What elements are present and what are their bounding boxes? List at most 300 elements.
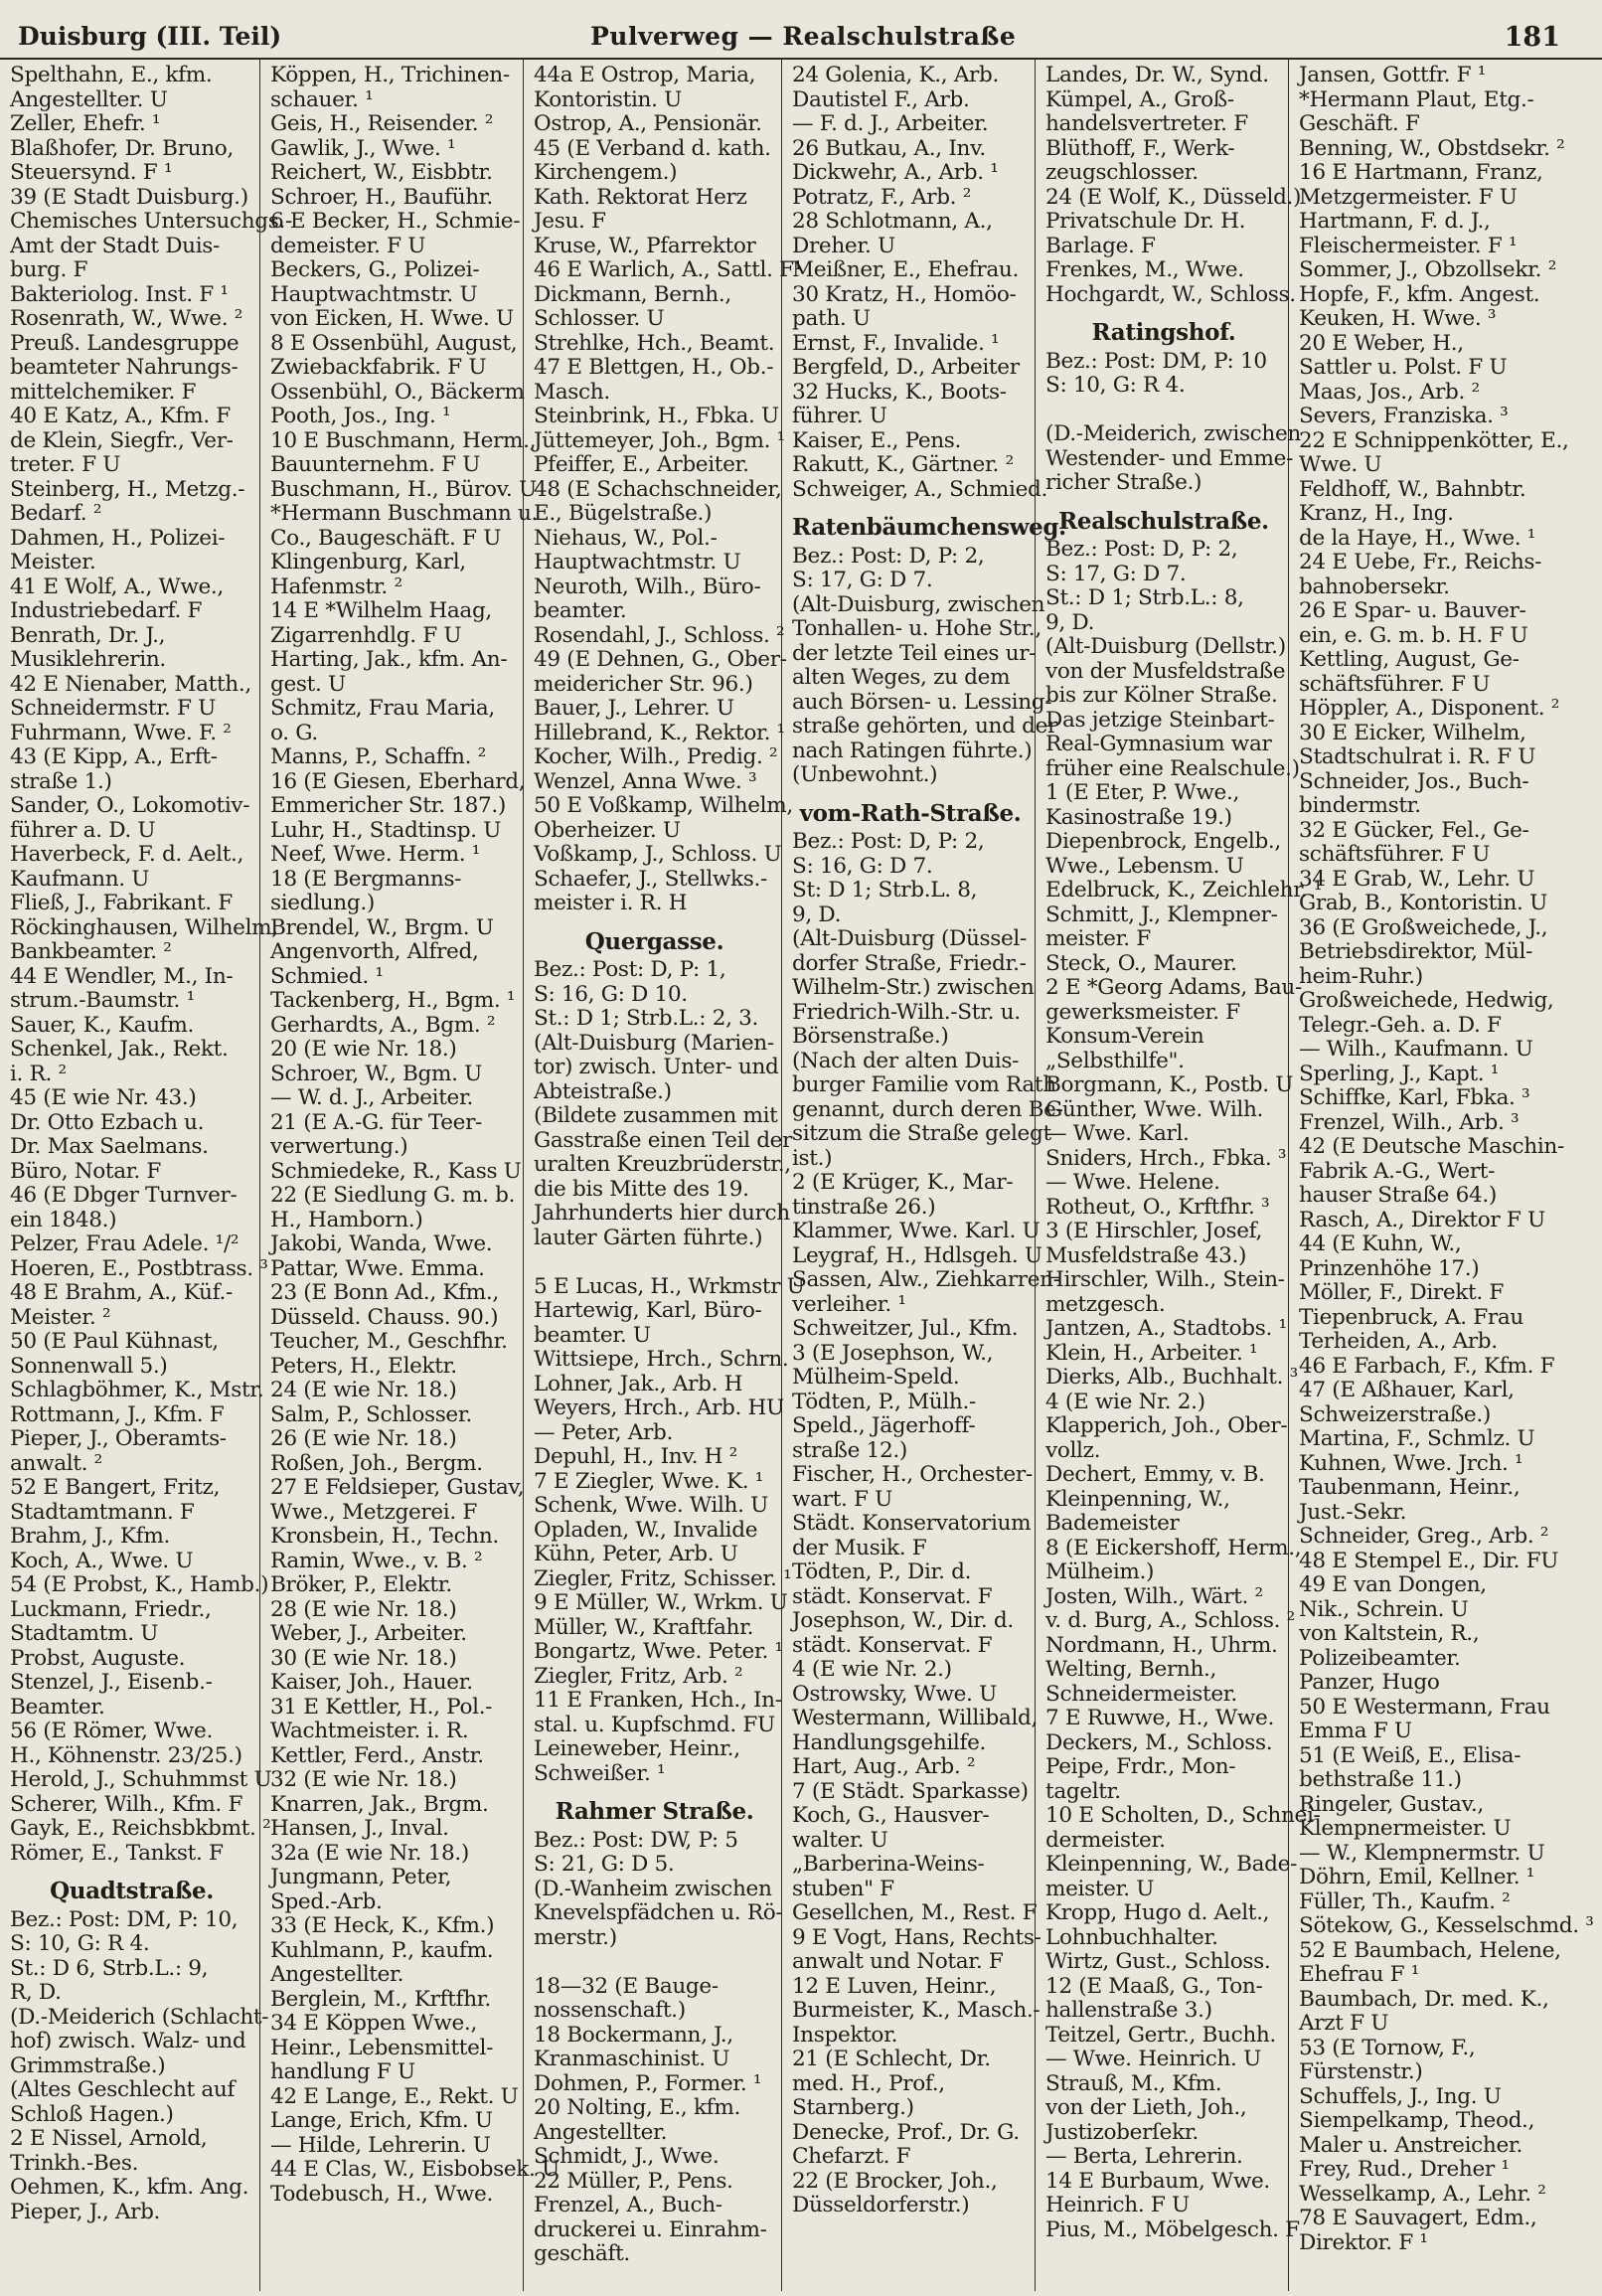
directory-entry: Beckers, G., Polizei- xyxy=(270,257,480,282)
directory-entry: 8 (E Eickershoff, Herm., xyxy=(1045,1535,1302,1560)
directory-entry: Kranmaschinist. U xyxy=(534,2047,730,2071)
directory-entry: Fischer, H., Orchester- xyxy=(792,1462,1033,1487)
directory-entry: 3 (E Josephson, W., xyxy=(792,1340,994,1366)
directory-entry: Potratz, F., Arb. ² xyxy=(792,184,971,210)
street-heading: Quergasse. xyxy=(584,927,724,955)
directory-entry: Kath. Rektorat Herz xyxy=(534,184,747,210)
directory-entry: 24 (E wie Nr. 18.) xyxy=(270,1378,457,1402)
directory-entry: Rosenrath, W., Wwe. ² xyxy=(10,306,243,331)
directory-entry: Schmidt, J., Wwe. xyxy=(534,2144,720,2169)
directory-entry: Dautistel F., Arb. xyxy=(792,86,970,112)
directory-entry: Schuffels, J., Ing. U xyxy=(1299,2083,1502,2109)
directory-entry: Speld., Jägerhoff- xyxy=(792,1413,976,1438)
directory-entry: Knevelspfädchen u. Rö- xyxy=(534,1900,783,1925)
directory-entry: 12 E Luven, Heinr., xyxy=(792,1973,997,1999)
directory-entry: 28 Schlotmann, A., xyxy=(792,209,993,234)
directory-entry: meister. F xyxy=(1045,926,1151,951)
directory-entry: Bez.: Post: D, P: 2, xyxy=(792,543,985,569)
directory-entry: handelsvertreter. F xyxy=(1045,111,1248,136)
directory-entry: Sattler u. Polst. F U xyxy=(1299,355,1508,380)
directory-entry: 7 E Ziegler, Wwe. K. ¹ xyxy=(534,1468,764,1494)
directory-entry: Abteistraße.) xyxy=(534,1078,672,1104)
directory-entry: Sped.-Arb. xyxy=(270,1888,383,1914)
directory-entry: handlung F U xyxy=(270,2059,415,2084)
directory-entry: Sauer, K., Kaufm. xyxy=(10,1012,195,1038)
directory-entry: Trinkh.-Bes. xyxy=(10,2150,139,2176)
directory-entry: (Unbewohnt.) xyxy=(792,762,938,787)
directory-entry: Sniders, Hrch., Fbka. ³ xyxy=(1045,1145,1287,1171)
directory-entry: Schweitzer, Jul., Kfm. xyxy=(792,1316,1019,1341)
directory-entry: — Berta, Lehrerin. xyxy=(1045,2144,1243,2169)
directory-entry: 11 E Franken, Hch., In- xyxy=(534,1688,782,1713)
directory-entry: o. G. xyxy=(270,720,318,745)
directory-entry: Weyers, Hrch., Arb. HU xyxy=(534,1395,784,1420)
directory-entry: v. d. Burg, A., Schloss. ² xyxy=(1045,1608,1295,1633)
directory-entry: 7 E Ruwwe, H., Wwe. xyxy=(1045,1706,1274,1730)
directory-entry: Bez.: Post: DM, P: 10, xyxy=(10,1906,239,1932)
directory-entry: 16 (E Giesen, Eberhard, xyxy=(270,768,526,794)
directory-entry: Schneider, Jos., Buch- xyxy=(1299,768,1529,794)
directory-entry: Schneidermeister. xyxy=(1045,1681,1237,1707)
directory-entry: Bröker, P., Elektr. xyxy=(270,1572,452,1597)
directory-entry: alten Weges, zu dem xyxy=(792,665,1011,690)
directory-entry: 6 E Becker, H., Schmie- xyxy=(270,209,521,234)
directory-entry: Ziegler, Fritz, Schisser. ¹ xyxy=(534,1565,792,1591)
directory-entry: metzgesch. xyxy=(1045,1291,1166,1317)
directory-entry: Brendel, W., Brgm. U xyxy=(270,914,494,940)
directory-entry: Schloß Hagen.) xyxy=(10,2101,174,2127)
directory-entry xyxy=(534,1950,775,1975)
directory-entry: Dickmann, Bernh., xyxy=(534,281,731,307)
directory-entry: (Alt-Duisburg (Marien- xyxy=(534,1030,774,1056)
directory-entry: Fürstenstr.) xyxy=(1299,2059,1423,2084)
directory-entry: Welting, Bernh., xyxy=(1045,1657,1217,1682)
header-street-range: Pulverweg — Realschulstraße xyxy=(590,22,1017,51)
directory-entry: Beamter. xyxy=(10,1694,105,1720)
directory-entry: Masch. xyxy=(534,379,610,405)
directory-entry: straße gehörten, und der xyxy=(792,714,1057,738)
directory-entry: Neuroth, Wilh., Büro- xyxy=(534,574,761,599)
directory-entry: Maas, Jos., Arb. ² xyxy=(1299,379,1480,405)
directory-entry: Geis, H., Reisender. ² xyxy=(270,111,494,136)
directory-entry: 9 E Vogt, Hans, Rechts- xyxy=(792,1924,1041,1950)
directory-entry: verwertung.) xyxy=(270,1134,408,1159)
directory-entry: Maler u. Anstreicher. xyxy=(1299,2132,1523,2158)
directory-entry: Das jetzige Steinbart- xyxy=(1045,707,1275,733)
directory-entry: Benrath, Dr. J., xyxy=(10,622,166,648)
directory-entry: Frenzel, Wilh., Arb. ³ xyxy=(1299,1109,1520,1135)
directory-entry: Josten, Wilh., Wärt. ² xyxy=(1045,1583,1263,1609)
directory-entry: *Hermann Buschmann u. xyxy=(270,501,539,526)
directory-entry: Günther, Wwe. Wilh. xyxy=(1045,1096,1264,1122)
directory-entry: Lohnbuchhalter. xyxy=(1045,1924,1218,1950)
directory-entry: 44 (E Kuhn, W., xyxy=(1299,1231,1462,1256)
directory-entry: Burmeister, K., Masch.- xyxy=(792,1998,1041,2023)
directory-entry: 2 E *Georg Adams, Bau- xyxy=(1045,975,1302,1000)
directory-entry: 32 E Gücker, Fel., Ge- xyxy=(1299,817,1529,843)
directory-entry: Reichert, W., Eisbbtr. xyxy=(270,160,493,185)
directory-entry: 10 E Scholten, D., Schnei- xyxy=(1045,1803,1321,1828)
directory-entry: Niehaus, W., Pol.- xyxy=(534,525,718,551)
directory-entry: 46 (E Dbger Turnver- xyxy=(10,1183,238,1208)
directory-entry: sitzum die Straße gelegt xyxy=(792,1121,1051,1146)
directory-entry: Bankbeamter. ² xyxy=(10,939,172,964)
directory-entry: (Nach der alten Duis- xyxy=(792,1048,1020,1073)
directory-entry: Buschmann, H., Bürov. U xyxy=(270,476,537,502)
directory-entry: Depuhl, H., Inv. H ² xyxy=(534,1444,737,1469)
directory-entry: Inspektor. xyxy=(792,2022,898,2048)
directory-entry: schäftsführer. F U xyxy=(1299,671,1491,697)
directory-entry: Jüttemeyer, Joh., Bgm. ¹ xyxy=(534,427,785,453)
directory-entry: Schneider, Greg., Arb. ² xyxy=(1299,1524,1549,1549)
directory-entry: 32a (E wie Nr. 18.) xyxy=(270,1840,469,1866)
directory-entry: Dickwehr, A., Arb. ¹ xyxy=(792,160,999,185)
directory-entry: Hafenmstr. ² xyxy=(270,574,402,599)
directory-entry: der letzte Teil eines ur- xyxy=(792,640,1037,666)
directory-entry: walter. U xyxy=(792,1827,888,1853)
directory-entry: Handlungsgehilfe. xyxy=(792,1729,987,1755)
directory-entry: Arzt F U xyxy=(1299,2011,1389,2036)
directory-entry: Mülheim-Speld. xyxy=(792,1365,960,1390)
directory-entry: hof) zwisch. Walz- und xyxy=(10,2029,246,2053)
directory-entry: — Peter, Arb. xyxy=(534,1419,673,1445)
directory-entry: schauer. ¹ xyxy=(270,86,374,112)
directory-entry: Wesselkamp, A., Lehr. ² xyxy=(1299,2181,1546,2207)
directory-entry: Bez.: Post: D, P: 2, xyxy=(792,829,985,854)
directory-entry: beamter. xyxy=(534,598,627,623)
directory-entry: 48 E Stempel E., Dir. FU xyxy=(1299,1548,1559,1573)
directory-entry: Emmericher Str. 187.) xyxy=(270,793,506,818)
directory-entry: heim-Ruhr.) xyxy=(1299,963,1423,989)
directory-entry: tor) zwisch. Unter- und xyxy=(534,1055,779,1079)
directory-entry: 18 Bockermann, J., xyxy=(534,2022,733,2048)
directory-entry: Römer, E., Tankst. F xyxy=(10,1840,224,1866)
directory-entry: 28 (E wie Nr. 18.) xyxy=(270,1596,457,1622)
directory-entry: Bakteriolog. Inst. F ¹ xyxy=(10,281,229,307)
directory-entry xyxy=(1045,399,1282,423)
directory-entry: tinstraße 26.) xyxy=(792,1194,936,1220)
directory-entry: Frenkes, M., Wwe. xyxy=(1045,257,1244,282)
directory-entry: von der Lieth, Joh., xyxy=(1045,2095,1247,2120)
directory-entry: Rakutt, K., Gärtner. ² xyxy=(792,452,1014,477)
directory-entry: Schweißer. ¹ xyxy=(534,1760,666,1786)
directory-entry: Westermann, Willibald, xyxy=(792,1706,1038,1730)
directory-entry: 39 (E Stadt Duisburg.) xyxy=(10,184,248,210)
street-heading: Ratingshof. xyxy=(1091,319,1236,346)
directory-entry: Ehefrau F ¹ xyxy=(1299,1962,1420,1987)
directory-entry: Emma F U xyxy=(1299,1719,1412,1743)
directory-entry: Ziegler, Fritz, Arb. ² xyxy=(534,1663,743,1689)
directory-entry: Spelthahn, E., kfm. xyxy=(10,63,213,87)
directory-entry: Nik., Schrein. U xyxy=(1299,1596,1469,1622)
directory-entry: — Wwe. Karl. xyxy=(1045,1121,1190,1146)
directory-entry: Angestellter. xyxy=(534,2119,668,2145)
directory-entry: Kirchengem.) xyxy=(534,160,678,185)
directory-entry: Lange, Erich, Kfm. U xyxy=(270,2108,493,2133)
directory-entry: Kaiser, E., Pens. xyxy=(792,427,962,453)
directory-entry: Gayk, E., Reichsbkbmt. ² xyxy=(10,1816,271,1841)
directory-entry: Stadtamtm. U xyxy=(10,1621,159,1646)
directory-entry: Voßkamp, J., Schloss. U xyxy=(534,842,782,867)
directory-entry: bis zur Kölner Straße. xyxy=(1045,683,1278,708)
directory-entry: Kaiser, Joh., Hauer. xyxy=(270,1670,473,1695)
directory-entry: Wwe. U xyxy=(1299,452,1382,477)
directory-entry xyxy=(534,1250,775,1275)
directory-entry: 12 (E Maaß, G., Ton- xyxy=(1045,1973,1263,1999)
column-3 xyxy=(524,60,805,2291)
directory-entry: Dr. Max Saelmans. xyxy=(10,1134,209,1159)
directory-entry: S: 17, G: D 7. xyxy=(792,568,933,592)
directory-entry: Klingenburg, Karl, xyxy=(270,550,466,574)
directory-entry: Ostrop, A., Pensionär. xyxy=(534,111,762,136)
directory-entry: 44 E Wendler, M., In- xyxy=(10,963,234,989)
directory-entry: 21 (E A.-G. für Teer- xyxy=(270,1109,482,1135)
directory-columns xyxy=(0,60,1602,2291)
directory-entry: Bademeister xyxy=(1045,1511,1180,1536)
directory-entry: burger Familie vom Rath xyxy=(792,1072,1056,1097)
directory-entry: Angenvorth, Alfred, xyxy=(270,939,479,964)
column-5 xyxy=(1036,60,1323,2291)
directory-entry: Kocher, Wilh., Predig. ² xyxy=(534,744,778,769)
directory-entry: S: 17, G: D 7. xyxy=(1045,561,1187,586)
directory-entry: Geschäft. F xyxy=(1299,111,1420,136)
directory-entry: Taubenmann, Heinr., xyxy=(1299,1475,1521,1500)
directory-entry: E., Bügelstraße.) xyxy=(534,501,713,526)
directory-entry: gewerksmeister. F xyxy=(1045,999,1240,1025)
directory-entry: Hochgardt, W., Schloss. xyxy=(1045,281,1296,307)
directory-entry: Schroer, H., Bauführ. xyxy=(270,184,493,210)
directory-entry: 10 E Buschmann, Herm., xyxy=(270,427,537,453)
directory-entry: Ramin, Wwe., v. B. ² xyxy=(270,1548,483,1573)
directory-entry: Pieper, J., Oberamts- xyxy=(10,1426,227,1451)
directory-entry: Wenzel, Anna Wwe. ³ xyxy=(534,768,757,794)
directory-entry: Jungmann, Peter, xyxy=(270,1865,452,1889)
directory-entry: 45 (E wie Nr. 43.) xyxy=(10,1085,197,1110)
directory-entry: Salm, P., Schlosser. xyxy=(270,1401,472,1427)
directory-entry: Schenkel, Jak., Rekt. xyxy=(10,1037,229,1062)
directory-entry: Müller, W., Kraftfahr. xyxy=(534,1614,754,1640)
directory-entry: Köppen, H., Trichinen- xyxy=(270,63,510,87)
directory-entry: Füller, Th., Kaufm. ² xyxy=(1299,1888,1511,1914)
directory-entry: Kranz, H., Ing. xyxy=(1299,501,1454,526)
directory-entry: 45 (E Verband d. kath. xyxy=(534,135,771,161)
directory-entry: Panzer, Hugo xyxy=(1299,1670,1440,1695)
directory-entry: — Hilde, Lehrerin. U xyxy=(270,2132,491,2158)
directory-entry: Siempelkamp, Theod., xyxy=(1299,2108,1535,2133)
directory-entry: — W. d. J., Arbeiter. xyxy=(270,1085,474,1110)
directory-entry: Terheiden, A., Arb. xyxy=(1299,1329,1498,1354)
directory-entry: Schweizerstraße.) xyxy=(1299,1401,1491,1427)
directory-entry: Pooth, Jos., Ing. ¹ xyxy=(270,404,451,428)
directory-entry: Gesellchen, M., Rest. F xyxy=(792,1900,1038,1925)
directory-entry: Privatschule Dr. H. xyxy=(1045,209,1246,234)
street-heading: Rahmer Straße. xyxy=(555,1798,754,1825)
directory-entry: S: 16, G: D 7. xyxy=(792,853,933,879)
directory-entry: *Hermann Plaut, Etg.- xyxy=(1299,86,1534,112)
directory-entry: Kümpel, A., Groß- xyxy=(1045,86,1234,112)
directory-entry: straße 1.) xyxy=(10,768,112,794)
directory-entry: Feldhoff, W., Bahnbtr. xyxy=(1299,476,1526,502)
directory-entry: hallenstraße 3.) xyxy=(1045,1998,1212,2023)
directory-entry: 3 (E Hirschler, Josef, xyxy=(1045,1219,1263,1243)
directory-entry: Gawlik, J., Wwe. ¹ xyxy=(270,135,456,161)
directory-entry: Amt der Stadt Duis- xyxy=(10,233,220,258)
directory-entry: Roßen, Joh., Bergm. xyxy=(270,1450,483,1476)
directory-entry: Bez.: Post: DW, P: 5 xyxy=(534,1827,738,1853)
directory-entry: Wittsiepe, Hrch., Schrn. xyxy=(534,1347,789,1372)
directory-entry: 1 (E Eter, P. Wwe., xyxy=(1045,780,1239,805)
directory-entry: dorfer Straße, Friedr.- xyxy=(792,950,1027,976)
directory-entry: Börsenstraße.) xyxy=(792,1024,949,1049)
directory-entry: schäftsführer. F U xyxy=(1299,842,1491,867)
directory-entry: H., Hamborn.) xyxy=(270,1207,423,1232)
directory-entry: Pattar, Wwe. Emma. xyxy=(270,1255,485,1281)
directory-entry: 32 (E wie Nr. 18.) xyxy=(270,1767,457,1792)
directory-entry: führer a. D. U xyxy=(10,817,156,843)
directory-entry: 34 E Köppen Wwe., xyxy=(270,2011,477,2036)
directory-entry: 78 E Sauvagert, Edm., xyxy=(1299,2206,1537,2230)
directory-entry: 52 E Bangert, Fritz, xyxy=(10,1475,221,1500)
directory-entry: Chemisches Untersuchgs.- xyxy=(10,209,292,234)
directory-entry: 32 Hucks, K., Boots- xyxy=(792,379,1007,405)
directory-entry: (D.-Meiderich (Schlacht- xyxy=(10,2004,269,2030)
directory-entry: Starnberg.) xyxy=(792,2095,914,2120)
directory-entry: Kaufmann. U xyxy=(10,866,150,892)
directory-entry: (D.-Meiderich, zwischen xyxy=(1045,421,1301,446)
directory-entry: früher eine Realschule.) xyxy=(1045,755,1300,781)
directory-entry: mittelchemiker. F xyxy=(10,379,197,405)
directory-entry: 7 (E Städt. Sparkasse) xyxy=(792,1778,1029,1804)
directory-entry: ein 1848.) xyxy=(10,1207,117,1232)
directory-entry: Jesu. F xyxy=(534,209,606,234)
directory-entry: Stadtamtmann. F xyxy=(10,1499,195,1525)
directory-entry: Polizeibeamter. xyxy=(1299,1645,1461,1671)
directory-entry: Dierks, Alb., Buchhalt. ³ xyxy=(1045,1365,1298,1390)
directory-entry: de Klein, Siegfr., Ver- xyxy=(10,427,234,453)
directory-entry: 26 E Spar- u. Bauver- xyxy=(1299,598,1526,623)
directory-entry: 9 E Müller, W., Wrkm. U xyxy=(534,1590,788,1615)
directory-entry: Direktor. F ¹ xyxy=(1299,2229,1428,2255)
directory-entry: von Eicken, H. Wwe. U xyxy=(270,306,514,331)
directory-entry: Bongartz, Wwe. Peter. ¹ xyxy=(534,1639,783,1664)
directory-entry: Frey, Rud., Dreher ¹ xyxy=(1299,2157,1510,2182)
directory-entry: Leineweber, Heinr., xyxy=(534,1736,740,1761)
directory-entry: Edelbruck, K., Zeichlehr. ¹ xyxy=(1045,878,1323,902)
directory-entry: Borgmann, K., Postb. U xyxy=(1045,1072,1294,1097)
directory-entry: 42 E Nienaber, Matth., xyxy=(10,671,251,697)
directory-entry: 44 E Clas, W., Eisbobsek. U xyxy=(270,2157,560,2182)
directory-entry: Büro, Notar. F xyxy=(10,1158,162,1184)
street-heading: vom-Rath-Straße. xyxy=(799,799,1022,827)
directory-entry: — Wwe. Helene. xyxy=(1045,1170,1220,1195)
directory-entry: städt. Konservat. F xyxy=(792,1583,993,1609)
directory-entry: Landes, Dr. W., Synd. xyxy=(1045,63,1269,87)
directory-entry: Prinzenhöhe 17.) xyxy=(1299,1255,1480,1281)
directory-entry: 36 (E Großweichede, J., xyxy=(1299,914,1548,940)
directory-entry: Manns, P., Schaffn. ² xyxy=(270,744,486,769)
directory-entry: 24 (E Wolf, K., Düsseld.) xyxy=(1045,184,1302,210)
directory-entry: Hauptwachtmstr. U xyxy=(270,281,478,307)
directory-entry: 30 Kratz, H., Homöo- xyxy=(792,281,1017,307)
directory-entry: Probst, Auguste. xyxy=(10,1645,186,1671)
directory-entry: 50 E Westermann, Frau xyxy=(1299,1694,1550,1720)
directory-entry: 24 E Uebe, Fr., Reichs- xyxy=(1299,550,1542,574)
directory-entry: dermeister. xyxy=(1045,1827,1166,1853)
directory-entry: Hartmann, F. d. J., xyxy=(1299,209,1491,234)
directory-entry: Kontoristin. U xyxy=(534,86,682,112)
directory-entry: Josephson, W., Dir. d. xyxy=(792,1608,1014,1633)
directory-entry: verleiher. ¹ xyxy=(792,1291,906,1317)
directory-entry: Denecke, Prof., Dr. G. xyxy=(792,2119,1020,2145)
directory-entry: führer. U xyxy=(792,404,887,428)
directory-entry: anwalt. ² xyxy=(10,1450,102,1476)
directory-entry: städt. Konservat. F xyxy=(792,1632,993,1658)
directory-entry: Schroer, W., Bgm. U xyxy=(270,1061,483,1086)
directory-entry: 31 E Kettler, H., Pol.- xyxy=(270,1694,493,1720)
directory-entry: Stenzel, J., Eisenb.- xyxy=(10,1670,213,1695)
directory-entry: 30 E Eicker, Wilhelm, xyxy=(1299,720,1526,745)
directory-entry: straße 12.) xyxy=(792,1437,907,1463)
directory-entry: Haverbeck, F. d. Aelt., xyxy=(10,842,244,867)
directory-entry: 53 (E Tornow, F., xyxy=(1299,2035,1476,2060)
directory-entry: Schneidermstr. F U xyxy=(10,696,216,721)
directory-entry: Oberheizer. U xyxy=(534,817,681,843)
directory-entry: Telegr.-Geh. a. D. F xyxy=(1299,1012,1502,1038)
directory-entry: Röckinghausen, Wilhelm, xyxy=(10,914,278,940)
directory-entry: Wirtz, Gust., Schloss. xyxy=(1045,1949,1271,1974)
directory-entry: Fuhrmann, Wwe. F. ² xyxy=(10,720,232,745)
directory-entry: nossenschaft.) xyxy=(534,1998,686,2023)
directory-entry: Rasch, A., Direktor F U xyxy=(1299,1207,1545,1232)
directory-entry: merstr.) xyxy=(534,1924,617,1950)
directory-entry: Rotheut, O., Krftfhr. ³ xyxy=(1045,1194,1270,1220)
directory-entry: Strehlke, Hch., Beamt. xyxy=(534,330,775,356)
directory-entry: Dahmen, H., Polizei- xyxy=(10,525,226,551)
directory-entry: druckerei u. Einrahm- xyxy=(534,2216,767,2242)
directory-entry: Bez.: Post: D, P: 1, xyxy=(534,957,726,982)
directory-entry: treter. F U xyxy=(10,452,121,477)
directory-entry: Kropp, Hugo d. Aelt., xyxy=(1045,1900,1270,1925)
directory-entry: Heinr., Lebensmittel- xyxy=(270,2035,494,2060)
directory-entry: Frenzel, A., Buch- xyxy=(534,2193,722,2217)
directory-entry: Meister. ² xyxy=(10,1304,111,1330)
directory-entry: Fleischermeister. F ¹ xyxy=(1299,233,1518,258)
directory-entry: St.: D 1; Strb.L.: 8, xyxy=(1045,585,1244,610)
directory-entry: „Barberina-Weins- xyxy=(792,1852,985,1877)
directory-entry: meidericher Str. 96.) xyxy=(534,671,753,697)
directory-entry: Industriebedarf. F xyxy=(10,598,203,623)
directory-entry: von Kaltstein, R., xyxy=(1299,1621,1480,1646)
directory-entry: Großweichede, Hedwig, xyxy=(1299,988,1554,1013)
directory-entry: Fabrik A.-G., Wert- xyxy=(1299,1158,1496,1184)
directory-entry: Koch, G., Hausver- xyxy=(792,1803,990,1828)
directory-entry: Wilhelm-Str.) zwischen xyxy=(792,975,1035,1000)
directory-entry: Tackenberg, H., Bgm. ¹ xyxy=(270,988,516,1013)
directory-entry: Möller, F., Direkt. F xyxy=(1299,1280,1505,1305)
directory-entry: Bergfeld, D., Arbeiter xyxy=(792,355,1020,380)
directory-entry: Westender- und Emme- xyxy=(1045,445,1294,471)
directory-entry: 42 E Lange, E., Rekt. U xyxy=(270,2083,519,2109)
directory-entry: Luckmann, Friedr., xyxy=(10,1596,212,1622)
directory-entry: S: 16, G: D 10. xyxy=(534,981,688,1007)
directory-entry: Ringeler, Gustav., xyxy=(1299,1791,1484,1817)
directory-entry: med. H., Prof., xyxy=(792,2070,945,2096)
directory-entry: H., Köhnenstr. 23/25.) xyxy=(10,1742,242,1768)
directory-entry: Konsum-Verein xyxy=(1045,1024,1204,1049)
directory-entry: 5 E Lucas, H., Wrkmstr U xyxy=(534,1273,805,1299)
directory-entry: Meißner, E., Ehefrau. xyxy=(792,257,1019,282)
directory-entry: Berglein, M., Krftfhr. xyxy=(270,1986,491,2012)
